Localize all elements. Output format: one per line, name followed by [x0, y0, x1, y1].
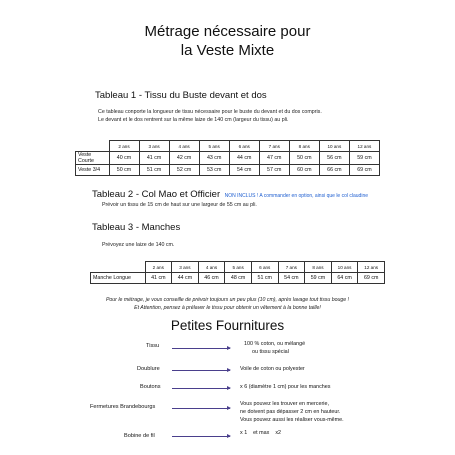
table1-desc-line-2: Le devant et le dos rentrent sur la même laize de 140 cm (largeur du tissu) au pli. [98, 117, 289, 123]
supply-label-brandebourgs: Fermetures Brandebourgs [90, 404, 156, 410]
table1-col-header: 12 ans [349, 141, 379, 152]
supply-label-boutons: Boutons [140, 384, 161, 390]
table1-col-header: 3 ans [139, 141, 169, 152]
table-cell: 50 cm [109, 165, 139, 176]
table1-col-header: 7 ans [259, 141, 289, 152]
table-cell: 50 cm [289, 152, 319, 165]
table-cell: 54 cm [229, 165, 259, 176]
table1-col-header: 5 ans [199, 141, 229, 152]
advice-line-1: Pour le métrage, je vous conseille de prévoir toujours un peu plus (10 cm), après lavage tout tissu bouge ! [105, 297, 350, 303]
table-cell: 46 cm [198, 273, 225, 284]
table-cell: 64 cm [331, 273, 358, 284]
table3-col-header: 2 ans [145, 262, 172, 273]
table-cell: 48 cm [225, 273, 252, 284]
supply-desc: 100 % coton, ou mélangé [244, 341, 306, 347]
table3-corner [91, 262, 146, 273]
supply-desc: Vous pouvez les trouver en mercerie, [240, 401, 329, 407]
table3-col-header: 7 ans [278, 262, 305, 273]
table2-note: NON INCLUS ! A commander en option, ainsi que le col claudine [224, 193, 369, 199]
table3 [90, 261, 385, 284]
table-cell: 69 cm [349, 165, 379, 176]
table1 [75, 140, 380, 176]
table1-col-header: 8 ans [289, 141, 319, 152]
table-cell: 40 cm [109, 152, 139, 165]
table1-corner [76, 141, 110, 152]
table3-col-header: 4 ans [198, 262, 225, 273]
table-cell: 41 cm [139, 152, 169, 165]
table-cell: 53 cm [199, 165, 229, 176]
table3-header-row [91, 262, 385, 273]
table-cell: 41 cm [145, 273, 172, 284]
page-title-line-2: la Veste Mixte [180, 42, 275, 59]
row-label: Veste Courte [76, 152, 110, 165]
table-row [91, 273, 385, 284]
table-cell: 51 cm [139, 165, 169, 176]
arrow-icon [172, 408, 230, 409]
table-cell: 60 cm [289, 165, 319, 176]
supply-desc: ne doivent pas dépasser 2 cm en hauteur. [240, 409, 341, 415]
table1-col-header: 6 ans [229, 141, 259, 152]
table3-col-header: 3 ans [172, 262, 199, 273]
supply-desc: x 1 et max x2 [240, 430, 282, 436]
table-cell: 54 cm [278, 273, 305, 284]
table1-col-header: 10 ans [319, 141, 349, 152]
table2-heading-line [92, 184, 368, 202]
table-cell: 66 cm [319, 165, 349, 176]
table1-header-row [76, 141, 380, 152]
supply-desc: Vous pouvez aussi les réaliser vous-même. [240, 417, 344, 423]
table-cell: 43 cm [199, 152, 229, 165]
table2-desc: Prévoir un tissu de 15 cm de haut sur une largeur de 55 cm au pli. [102, 202, 257, 208]
table3-col-header: 6 ans [251, 262, 278, 273]
table-cell: 51 cm [251, 273, 278, 284]
row-label: Manche Longue [91, 273, 146, 284]
arrow-icon [172, 388, 230, 389]
table3-col-header: 8 ans [305, 262, 332, 273]
row-label: Veste 3/4 [76, 165, 110, 176]
table-cell: 44 cm [172, 273, 199, 284]
table-cell: 52 cm [169, 165, 199, 176]
arrow-icon [172, 370, 230, 371]
table1-col-header: 4 ans [169, 141, 199, 152]
arrow-icon [172, 348, 230, 349]
table3-col-header: 10 ans [331, 262, 358, 273]
table3-col-header: 12 ans [358, 262, 385, 273]
supply-label-doublure: Doublure [137, 366, 160, 372]
table-row [76, 152, 380, 165]
table3-heading: Tableau 3 - Manches [92, 222, 181, 233]
arrow-icon [172, 436, 230, 437]
table3-col-header: 5 ans [225, 262, 252, 273]
supplies-heading: Petites Fournitures [170, 318, 285, 333]
table-cell: 59 cm [305, 273, 332, 284]
supply-label-tissu: Tissu [146, 343, 160, 349]
advice-line-2: Et Attention, pensez à prélaver le tissu pour obtenir un vêtement à la bonne taille! [134, 305, 321, 311]
table-cell: 56 cm [319, 152, 349, 165]
supply-desc: x 6 (diamètre 1 cm) pour les manches [240, 384, 331, 390]
supply-desc: ou tissu spécial [252, 349, 289, 355]
table-cell: 47 cm [259, 152, 289, 165]
supply-desc: Voile de coton ou polyester [240, 366, 305, 372]
table1-col-header: 2 ans [109, 141, 139, 152]
table-row [76, 165, 380, 176]
supply-label-bobine: Bobine de fil [124, 433, 155, 439]
table-cell: 44 cm [229, 152, 259, 165]
table2-heading: Tableau 2 - Col Mao et Officier [92, 189, 221, 200]
table-cell: 57 cm [259, 165, 289, 176]
table3-desc: Prévoyez une laize de 140 cm. [102, 242, 175, 248]
table-cell: 69 cm [358, 273, 385, 284]
table1-desc-line-1: Ce tableau conporte la longueur de tissu nécessaire pour le buste du devant et du dos compris. [98, 109, 322, 115]
table1-heading: Tableau 1 - Tissu du Buste devant et dos [95, 90, 267, 101]
table-cell: 59 cm [349, 152, 379, 165]
table-cell: 42 cm [169, 152, 199, 165]
page-title-line-1: Métrage nécessaire pour [144, 23, 311, 40]
